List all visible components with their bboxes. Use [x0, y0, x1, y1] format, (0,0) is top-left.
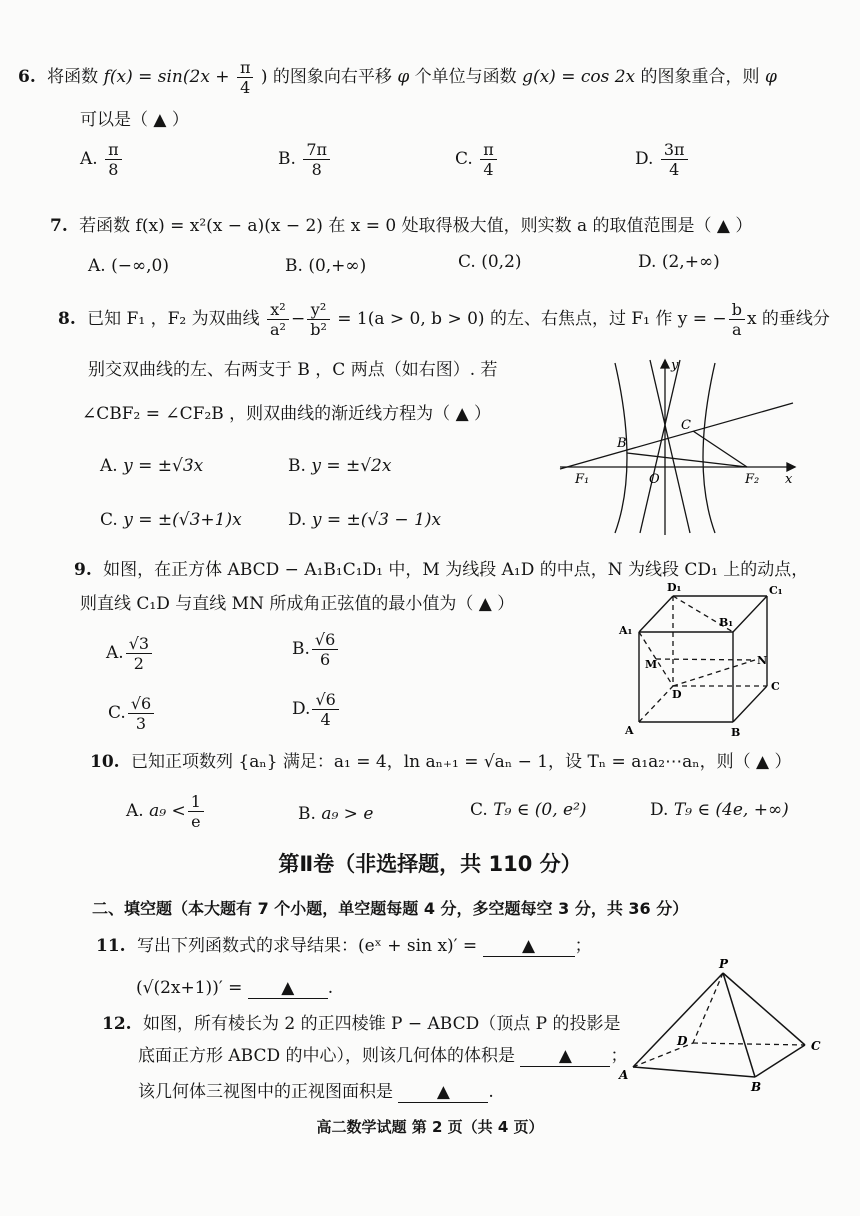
- q11-text-2: (√(2x+1))′ =: [136, 978, 243, 998]
- q6-option-b: B. $\frac{7\pi}{8}$: [278, 140, 332, 179]
- q9-line2: 则直线 C₁D 与直线 MN 所成角正弦值的最小值为（ ▲ ）: [80, 594, 515, 614]
- q8-label-f1: F₁: [575, 472, 590, 487]
- q8-text-a: 已知 F₁ ，F₂ 为双曲线: [87, 309, 260, 330]
- q9-label-d1: D₁: [667, 581, 682, 594]
- q11-line1: 11. 写出下列函数式的求导结果：(eˣ + sin x)′ = ▲ ；: [96, 936, 592, 956]
- q9-label-m: M: [645, 658, 658, 671]
- page-footer: 高二数学试题 第 2 页（共 4 页）: [316, 1118, 544, 1136]
- q8-label-y: y: [671, 358, 679, 373]
- q6-option-a: A. $\frac{\pi}{8}$: [80, 140, 124, 179]
- q12-label-c: C: [811, 1039, 821, 1053]
- q10-option-d: D. T₉ ∈ (4e, +∞): [650, 800, 789, 820]
- q12-text-1: 如图，所有棱长为 2 的正四棱锥 P − ABCD（顶点 P 的投影是: [142, 1014, 621, 1034]
- q8-text-c: x 的垂线分: [746, 309, 830, 330]
- q9-text-1: 如图，在正方体 ABCD − A₁B₁C₁D₁ 中，M 为线段 A₁D 的中点，N 为线段 CD₁ 上的动点，: [103, 560, 809, 580]
- q8-option-b: B. y = ±√2x: [288, 456, 392, 476]
- q6-gx: g(x) = cos 2x: [522, 67, 636, 88]
- section-2-title: 第Ⅱ卷（非选择题，共 110 分）: [278, 852, 582, 876]
- q8-hyperbola-figure: [555, 355, 805, 540]
- q9-label-a: A: [625, 724, 634, 737]
- q12-label-a: A: [619, 1068, 629, 1082]
- q8-label-b: B: [617, 436, 627, 451]
- q12-line1: [102, 1014, 620, 1034]
- q8-asymptote-2: [640, 360, 680, 533]
- q6-pi-over-4: $\frac{\pi}{4}$: [237, 58, 254, 97]
- q9-option-c: C. $\frac{√6}{3}$: [108, 694, 156, 733]
- q8-label-f2: F₂: [745, 472, 760, 487]
- q8-label-x: x: [785, 472, 793, 487]
- q8-y-arrow: [661, 360, 669, 368]
- q9-label-b: B: [731, 726, 741, 739]
- q8-option-d: D. y = ±(√3 − 1)x: [288, 510, 442, 530]
- q8-line1: 8. 已知 F₁ ，F₂ 为双曲线 $\frac{\text{x²}}{\text{a²}}$ − $\frac{\text{y²}}{\text{b²}}$ = 1(a > 0, b > 0) 的左、右焦点，过 F₁ 作 y = − $\frac{b}{a}$ x 的垂线分: [58, 300, 830, 340]
- q12-label-b: B: [751, 1080, 762, 1094]
- q8-option-c: C. y = ±(√3+1)x: [100, 510, 242, 530]
- q9-option-a: A. $\frac{√3}{2}$: [106, 634, 154, 673]
- section-2-subtitle: 二、填空题（本大题有 7 个小题，单空题每题 4 分，多空题每空 3 分，共 36 分）: [92, 899, 689, 918]
- q6-phi: φ: [397, 67, 410, 88]
- q12-blank-1: ▲: [520, 1046, 610, 1067]
- q8-line3: ∠CBF₂ = ∠CF₂B ，则双曲线的渐近线方程为（ ▲ ）: [82, 404, 492, 424]
- q9-cube-figure: [615, 580, 815, 740]
- q6-option-c: C. $\frac{\pi}{4}$: [455, 140, 499, 179]
- q6-text-a: 将函数: [47, 67, 99, 88]
- q10-number: 10.: [90, 752, 120, 772]
- q6-text-b: ) 的图象向右平移: [260, 67, 392, 88]
- q12-text-3: 该几何体三视图中的正视图面积是: [138, 1082, 393, 1102]
- q12-text-2: 底面正方形 ABCD 的中心），则该几何体的体积是: [138, 1046, 516, 1066]
- q9-label-c: C: [771, 680, 780, 693]
- q9-label-d: D: [672, 688, 682, 701]
- q6-text-d: 的图象重合，则: [640, 67, 760, 88]
- q12-label-d: D: [677, 1034, 688, 1048]
- q9-label-n: N: [757, 654, 768, 667]
- q12-pyramid-figure: [615, 955, 835, 1095]
- q8-option-a: A. y = ±√3x: [100, 456, 204, 476]
- q12-number: 12.: [102, 1014, 132, 1034]
- q12-line2: 底面正方形 ABCD 的中心），则该几何体的体积是 ▲ ；: [138, 1046, 628, 1066]
- q9-option-d: D. $\frac{√6}{4}$: [292, 690, 341, 729]
- q9-number: 9.: [74, 560, 92, 580]
- q7-option-b: B. (0,+∞): [285, 256, 367, 276]
- q12-label-p: P: [719, 957, 729, 971]
- q9-label-c1: C₁: [769, 584, 783, 597]
- q6-text-c: 个单位与函数: [414, 67, 517, 88]
- q9-label-b1: B₁: [719, 616, 734, 629]
- q11-text-1: 写出下列函数式的求导结果：(eˣ + sin x)′ =: [136, 936, 478, 956]
- q8-text-b: = 1(a > 0, b > 0) 的左、右焦点，过 F₁ 作 y = −: [337, 309, 727, 330]
- q10-option-b: B. a₉ > e: [298, 804, 374, 824]
- q8-x-arrow: [787, 463, 795, 471]
- q10-text: 已知正项数列 {aₙ} 满足：a₁ = 4，ln aₙ₊₁ = √aₙ − 1，设 Tₙ = a₁a₂⋯aₙ，则（ ▲ ）: [130, 752, 792, 772]
- q10-line1: [90, 752, 791, 772]
- q7-number: 7.: [50, 216, 68, 236]
- q10-option-c: C. T₉ ∈ (0, e²): [470, 800, 587, 820]
- q7-option-a: A. (−∞,0): [88, 256, 169, 276]
- q6-option-d: D. $\frac{3\pi}{4}$: [635, 140, 690, 179]
- q9-line1: [74, 560, 808, 580]
- q7-option-c: C. (0,2): [458, 252, 522, 272]
- q9-label-a1: A₁: [619, 624, 633, 637]
- q6-line1: [18, 58, 777, 97]
- q6-fx: f(x) = sin(2x +: [103, 67, 230, 88]
- q6-line2: 可以是（ ▲ ）: [80, 110, 189, 130]
- q11-blank-2: ▲: [248, 978, 328, 999]
- q8-label-o: O: [649, 472, 660, 487]
- q10-option-a: A. a₉ < $\frac{1}{e}$: [126, 792, 206, 831]
- q11-blank-1: ▲: [483, 936, 575, 957]
- q12-blank-2: ▲: [398, 1082, 488, 1103]
- q9-option-b: B. $\frac{√6}{6}$: [292, 630, 340, 669]
- q8-line2: 别交双曲线的左、右两支于 B ，C 两点（如右图）. 若: [88, 360, 498, 380]
- q7-line1: [50, 216, 752, 236]
- q6-number: 6.: [18, 67, 36, 88]
- q8-right-branch: [703, 363, 715, 533]
- q7-option-d: D. (2,+∞): [638, 252, 720, 272]
- q8-label-c: C: [681, 418, 691, 433]
- q11-line2: (√(2x+1))′ = ▲ .: [136, 978, 334, 998]
- q8-asymptote-1: [650, 360, 690, 533]
- q7-text: 若函数 f(x) = x²(x − a)(x − 2) 在 x = 0 处取得极大值，则实数 a 的取值范围是（ ▲ ）: [79, 216, 753, 236]
- q12-line3: 该几何体三视图中的正视图面积是 ▲ .: [138, 1082, 494, 1102]
- q11-number: 11.: [96, 936, 126, 956]
- q8-number: 8.: [58, 309, 76, 330]
- q6-phi2: φ: [764, 67, 777, 88]
